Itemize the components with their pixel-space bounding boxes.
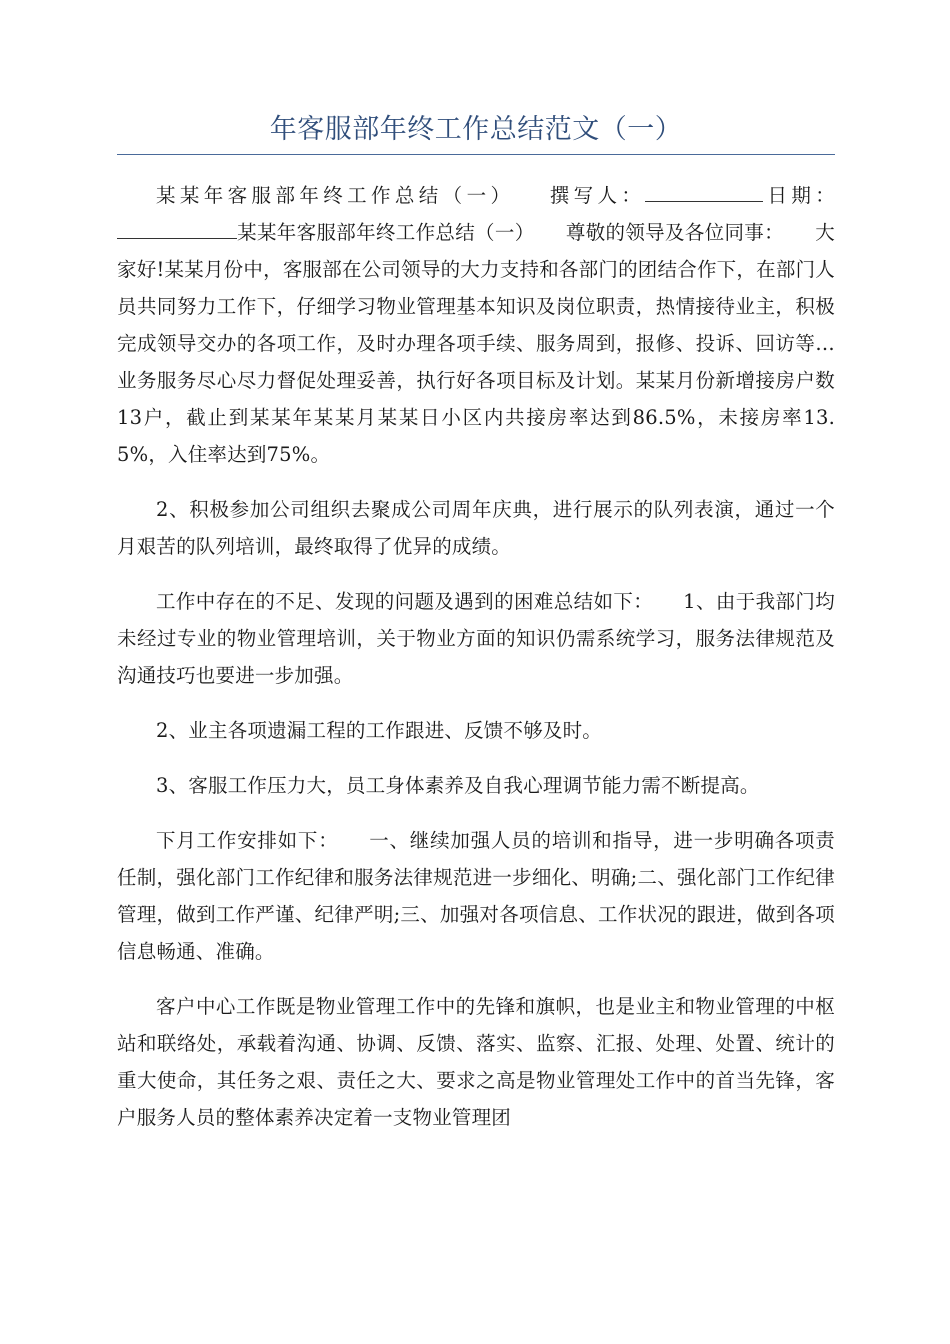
- document-body: [117, 177, 835, 1136]
- author-label: 撰写人：: [545, 184, 646, 207]
- paragraph-customer-center: 客户中心工作既是物业管理工作中的先锋和旗帜，也是业主和物业管理的中枢站和联络处，承载着沟通、协调、反馈、落实、监察、汇报、处理、处置、统计的重大使命，其任务之艰、责任之大、要求之高是物业管理处工作中的首当先锋，客户服务人员的整体素养决定着一支物业管理团: [117, 995, 835, 1129]
- date-label: 日期：: [763, 184, 835, 207]
- title-underline: [117, 154, 835, 155]
- paragraph-next-month-plan: 下月工作安排如下： 一、继续加强人员的培训和指导，进一步明确各项责任制，强化部门工作纪律和服务法律规范进一步细化、明确;二、强化部门工作纪律管理，做到工作严谨、纪律严明;三、加强对各项信息、工作状况的跟进，做到各项信息畅通、准确。: [117, 829, 835, 963]
- paragraph-follow-up: 2、业主各项遗漏工程的工作跟进、反馈不够及时。: [156, 719, 603, 742]
- author-blank: [645, 179, 763, 202]
- greeting: 尊敬的领导及各位同事：: [565, 221, 784, 244]
- document-title: 年客服部年终工作总结范文（一）: [269, 114, 683, 145]
- paragraph-celebration: 2、积极参加公司组织去聚成公司周年庆典，进行展示的队列表演，通过一个月艰苦的队列培训，最终取得了优异的成绩。: [117, 498, 835, 558]
- intro-body: 大家好!某某月份中，客服部在公司领导的大力支持和各部门的团结合作下，在部门人员共同努力工作下，仔细学习物业管理基本知识及岗位职责，热情接待业主，积极完成领导交办的各项工作，及时办理各项手续、服务周到，报修、投诉、回访等…业务服务尽心尽力督促处理妥善，执行好各项目标及计划。某某月份新增接房户数13户，截止到某某年某某月某某日小区内共接房率达到86.5%，未接房率13.5%，入住率达到75%。: [117, 221, 835, 466]
- paragraph-shortcomings: 工作中存在的不足、发现的问题及遇到的困难总结如下： 1、由于我部门均未经过专业的物业管理培训，关于物业方面的知识仍需系统学习，服务法律规范及沟通技巧也要进一步加强。: [117, 590, 835, 687]
- intro-paragraph: [117, 177, 835, 473]
- document-page: [117, 110, 835, 1154]
- intro-heading: 某某年客服部年终工作总结（一）: [156, 184, 515, 207]
- paragraph-pressure: 3、客服工作压力大，员工身体素养及自我心理调节能力需不断提高。: [156, 774, 760, 797]
- intro-heading-repeat: 某某年客服部年终工作总结（一）: [237, 221, 535, 244]
- date-blank: [117, 216, 237, 239]
